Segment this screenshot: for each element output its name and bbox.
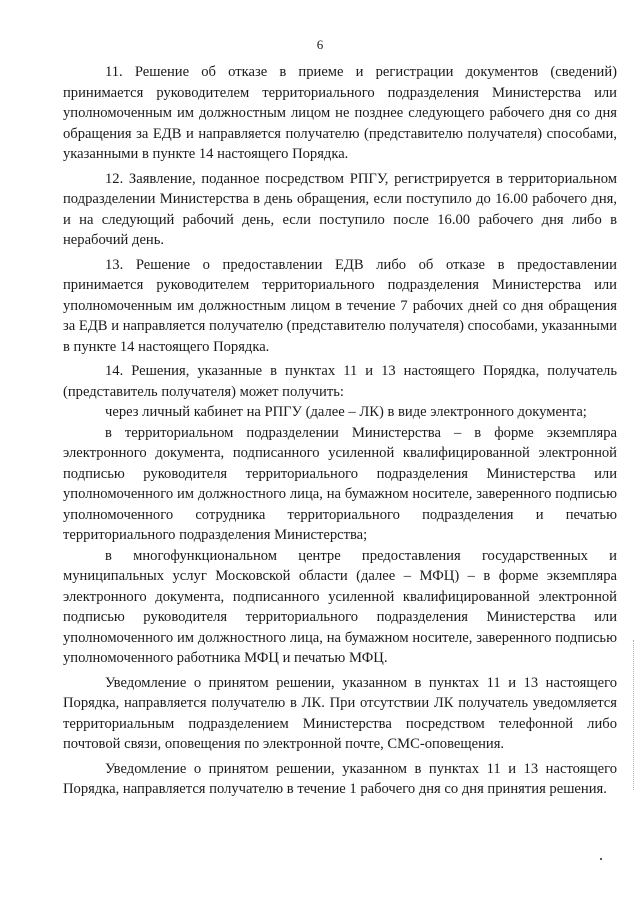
paragraph-12: 12. Заявление, поданное посредством РПГУ, регистрируется в территориальном подразделении Министерства в день обращения, если поступило до 16.00 рабочего дня, и на следующий рабочий день, если поступило после 16.00 рабочего дня либо в нерабочий день. — [63, 170, 617, 248]
paragraph-11: 11. Решение об отказе в приеме и регистрации документов (сведений) принимается руководителем территориального подразделения Министерства или уполномоченным им должностным лицом не позднее следующего рабочего дня со дня обращения за ЕДВ и направляется получателю (представителю получателя) способами, указанными в пункте 14 настоящего Порядка. — [63, 64, 617, 162]
scan-dot — [600, 858, 602, 860]
paragraph-13: 13. Решение о предоставлении ЕДВ либо об отказе в предоставлении принимается руководителем территориального подразделения Министерства или уполномоченным им должностным лицом в течение 7 рабочих дней со дня обращения за ЕДВ и направляется получателю (представителю получателя) способами, указанными в пункте 14 настоящего Порядка. — [63, 256, 617, 355]
paragraph-14: 14. Решения, указанные в пунктах 11 и 13 настоящего Порядка, получатель (представитель получателя) может получить: — [63, 363, 617, 400]
option-ministry-division: в территориальном подразделении Министерства – в форме экземпляра электронного документа, подписанного усиленной квалифицированной электронной подписью руководителя территориального подразделения Министерства или уполномоченного им должностного лица, на бумажном носителе, заверенного подписью уполномоченного сотрудника территориального подразделения и печатью территориального подразделения Министерства; — [63, 424, 617, 543]
notification-paragraph: Уведомление о принятом решении, указанном в пунктах 11 и 13 настоящего Порядка, направляется получателю в ЛК. При отсутствии ЛК получатель уведомляется территориальным подразделением Министерства посредством телефонной либо почтовой связи, оповещения по электронной почте, СМС-оповещения. — [63, 674, 617, 752]
document-body — [63, 62, 617, 800]
option-mfc: в многофункциональном центре предоставления государственных и муниципальных услуг Московской области (далее – МФЦ) – в форме экземпляра электронного документа, подписанного усиленной квалифицированной электронной подписью руководителя территориального подразделения Министерства или уполномоченного им должностного лица, на бумажном носителе, заверенного подписью уполномоченного работника МФЦ и печатью МФЦ. — [63, 547, 617, 666]
notification-deadline-paragraph: Уведомление о принятом решении, указанном в пунктах 11 и 13 настоящего Порядка, направляется получателю в течение 1 рабочего дня со дня принятия решения. — [63, 760, 617, 797]
option-personal-account: через личный кабинет на РПГУ (далее – ЛК) в виде электронного документа; — [105, 404, 587, 420]
scan-edge-mark — [631, 640, 634, 790]
page-number: 6 — [316, 37, 324, 52]
